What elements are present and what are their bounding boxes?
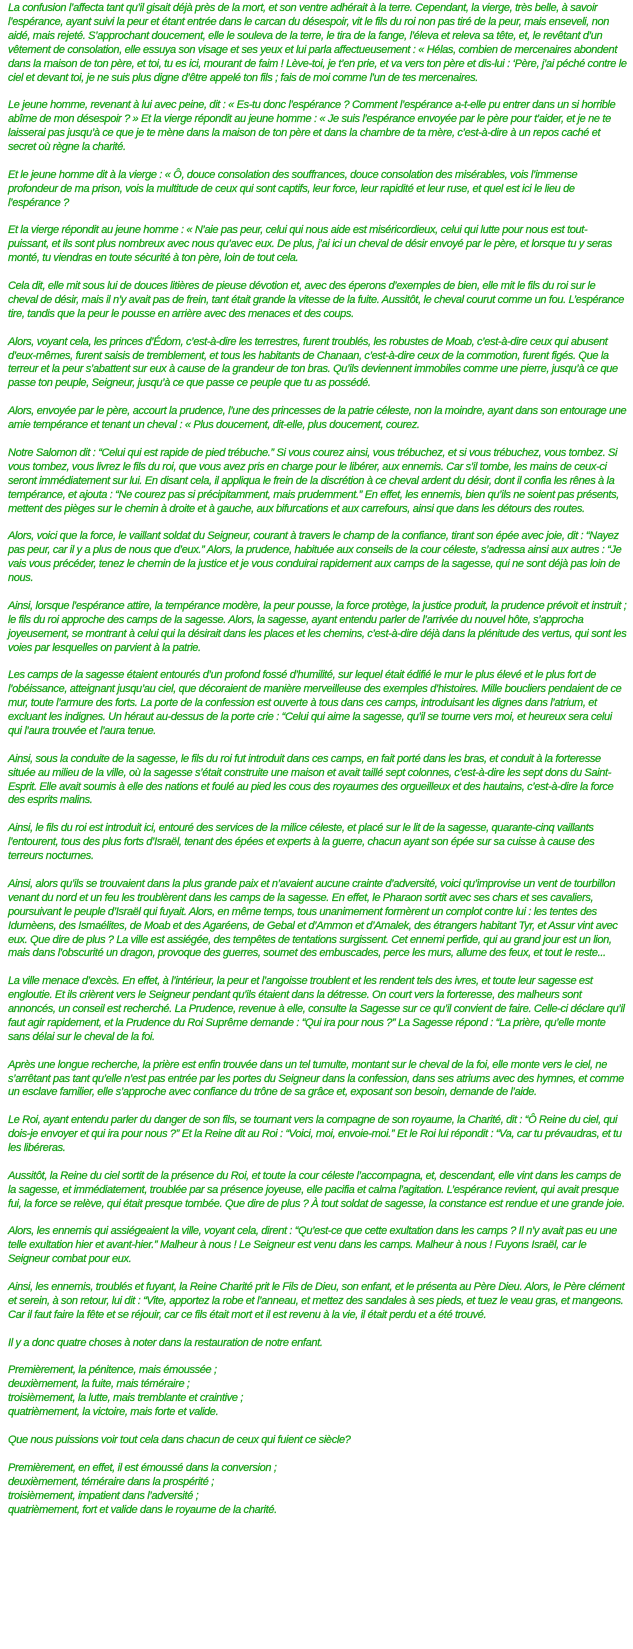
list-item: quatrièmement, fort et valide dans le royaume de la charité. — [8, 1503, 277, 1516]
list-item: deuxièmement, la fuite, mais téméraire ; — [8, 1378, 190, 1391]
paragraph: Après une longue recherche, la prière est enfin trouvée dans un tel tumulte, montant sur le cheval de la foi, elle monte vers le ciel, ne s’arrêtant pas tant qu’elle n’est pas entrée par les portes du Seigneur dans la confession, dans ses atriums avec des hymnes, et comme un esclave familier, elle s’approche avec confiance du trône de sa grâce et, exposant son besoin, demande de l’aide. — [8, 1058, 624, 1099]
list-item: Premièrement, en effet, il est émoussé dans la conversion ; — [8, 1461, 277, 1474]
paragraph: Alors, voici que la force, le vaillant soldat du Seigneur, courant à travers le champ de la confiance, tirant son épée avec joie, dit : “Nayez pas peur, car il y a plus de nous que d’eux.” Alors, la prudence, habituée aux conseils de la cour céleste, s’adressa ainsi aux autres : “Je vais vous précéder, tenez le chemin de la justice et je vous conduirai rapidement aux camps de la sagesse, qui ne sont déjà pas loin de nous. — [8, 530, 622, 585]
list-first-points — [8, 1364, 627, 1420]
paragraph: Il y a donc quatre choses à noter dans la restauration de notre enfant. — [8, 1336, 323, 1349]
list-item: quatrièmement, la victoire, mais forte et valide. — [8, 1406, 219, 1419]
paragraph: Et le jeune homme dit à la vierge : « Ô, douce consolation des souffrances, douce consolation des misérables, vois l’immense profondeur de ma prison, vois la multitude de ceux qui sont captifs, leur force, leur rapidité et leur ruse, et quel est ici le lieu de l’espérance ? — [8, 168, 578, 209]
paragraph: La ville menace d’excès. En effet, à l’intérieur, la peur et l’angoisse troublent et les rendent tels des ivres, et toute leur sagesse est engloutie. Et ils crièrent vers le Seigneur pendant qu’ils étaient dans la détresse. On court vers la forteresse, des malheurs sont annoncés, un conseil est recherché. La Prudence, revenue à elle, consulte la Sagesse sur ce qu’il convient de faire. Celle-ci déclare qu’il faut agir rapidement, et la Prudence du Roi Suprême demande : “Qui ira pour nous ?” La Sagesse répond : “La prière, qu’elle monte sans délai sur le cheval de la foi. — [8, 975, 625, 1043]
question-paragraph: Que nous puissions voir tout cela dans chacun de ceux qui fuient ce siècle? — [8, 1434, 351, 1446]
paragraph: Alors, voyant cela, les princes d’Édom, c’est-à-dire les terrestres, furent troublés, les robustes de Moab, c’est-à-dire ceux qui abusent d’eux-mêmes, furent saisis de tremblement, et tous les habitants de Chanaan, c’est-à-dire ceux de la commotion, furent figés. Que la terreur et la peur s’abattent sur eux à cause de la grandeur de ton bras. Qu’ils deviennent immobiles comme une pierre, jusqu’à ce que passe ton peuple, Seigneur, jusqu’à ce que passe ce peuple que tu as possédé. — [8, 335, 618, 390]
paragraph: Le jeune homme, revenant à lui avec peine, dit : « Es-tu donc l’espérance ? Comment l’espérance a-t-elle pu entrer dans un si horrible abîme de mon désespoir ? » Et la vierge répondit au jeune homme : « Je suis l’espérance envoyée par le père pour t’aider, et je ne te laisserai pas jusqu’à ce que je te mène dans la maison de ton père et dans la chambre de ta mère, c’est-à-dire à un repos caché et secret où règne la charité. — [8, 99, 616, 154]
list-item: Premièrement, la pénitence, mais émoussée ; — [8, 1364, 217, 1377]
paragraph: Cela dit, elle mit sous lui de douces litières de pieuse dévotion et, avec des éperons d’exemples de bien, elle mit le fils du roi sur le cheval de désir, mais il n’y avait pas de frein, tant était grande la vitesse de la fuite. Aussitôt, le cheval courut comme un fou. L’espérance tire, tandis que la peur le pousse en arrière avec des menaces et des coups. — [8, 280, 625, 320]
paragraph: Ainsi, alors qu’ils se trouvaient dans la plus grande paix et n’avaient aucune crainte d’adversité, voici qu’improvise un vent de tourbillon venant du nord et un feu les troublèrent dans les camps de la sagesse. En effet, le Pharaon sortit avec ses chars et ses cavaliers, poursuivant le peuple d’Israël qui fuyait. Alors, en même temps, tous unanimement formèrent un complot contre lui : les tentes des Idumèens, des Ismaélites, de Moab et des Agaréens, de Gebal et d’Ammon et d’Amalek, des étrangers habitant Tyr, et Assur vint avec eux. Que dire de plus ? La ville est assiégée, des tempêtes de tentations surgissent. Cet ennemi perfide, qui au grand jour est un lion, mais dans l’obscurité un dragon, provoque des guerres, soumet des embuscades, perce les murs, allume des feux, et tout le reste... — [8, 877, 618, 960]
paragraph: Le Roi, ayant entendu parler du danger de son fils, se tournant vers la compagne de son royaume, la Charité, dit : “Ô Reine du ciel, qui dois-je envoyer et qui ira pour nous ?” Et la Reine dit au Roi : “Voici, moi, envoie-moi.” Et le Roi lui répondit : “Va, car tu prévaudras, et tu les libéreras. — [8, 1114, 622, 1155]
paragraph: Alors, envoyée par le père, accourt la prudence, l’une des princesses de la patrie céleste, non la moindre, ayant dans son entourage une amie tempérance et tenant un cheval : « Plus doucement, dit-elle, plus doucement, courez. — [8, 405, 627, 432]
list-second-points — [8, 1462, 627, 1518]
paragraph: Ainsi, le fils du roi est introduit ici, entouré des services de la milice céleste, et placé sur le lit de la sagesse, quarante-cinq vaillants l’entourent, tous des plus forts d’Israël, tenant des épées et experts à la guerre, chacun ayant son épée sur sa cuisse à cause des terreurs nocturnes. — [8, 822, 595, 863]
paragraph: Notre Salomon dit : “Celui qui est rapide de pied trébuche.” Si vous courez ainsi, vous trébuchez, et si vous trébuchez, vous tombez. Si vous tombez, vous livrez le fils du roi, que vous avez pris en charge pour le libérer, aux ennemis. Car s’il tombe, les mains de ceux-ci seront immédiatement sur lui. En disant cela, il appliqua le frein de la discrétion à ce cheval ardent du désir, dont il confia les rênes à la tempérance, et ajouta : “Ne courez pas si précipitamment, mais prudemment.” En effet, les ennemis, bien qu’ils ne soient pas présents, mettent des pièges sur le chemin à droite et à gauche, aux bifurcations et aux carrefours, ainsi que dans les détours des routes. — [8, 446, 619, 515]
list-item: troisièmement, impatient dans l’adversité ; — [8, 1489, 199, 1502]
paragraph: Ainsi, lorsque l’espérance attire, la tempérance modère, la peur pousse, la force protège, la justice produit, la prudence prévoit et instruit ; le fils du roi approche des camps de la sagesse. Alors, la sagesse, ayant entendu parler de l’arrivée du nouvel hôte, s’approcha joyeusement, se montrant à celui qui la désirait dans les places et les chemins, c’est-à-dire déjà dans la plénitude des vertus, qui sont les voies par lesquelles on parvient à la patrie. — [8, 599, 627, 654]
list-item: troisièmement, la lutte, mais tremblante et craintive ; — [8, 1392, 244, 1405]
paragraph: Ainsi, sous la conduite de la sagesse, le fils du roi fut introduit dans ces camps, en fait porté dans les bras, et conduit à la forteresse située au milieu de la ville, où la sagesse s’était construite une maison et avait taillé sept colonnes, c’est-à-dire les sept dons du Saint-Esprit. Elle avait soumis à elle des nations et foulé au pied les cous des royaumes des orgueilleux et des hautains, c’est-à-dire la force des esprits malins. — [8, 752, 614, 807]
paragraph: Et la vierge répondit au jeune homme : « N’aie pas peur, celui qui nous aide est miséricordieux, celui qui lutte pour nous est tout-puissant, et ils sont plus nombreux avec nous qu’avec eux. De plus, j’ai ici un cheval de désir envoyé par le père, et lorsque tu y seras monté, tu viendras en toute sécurité à ton père, loin de tout cela. — [8, 224, 612, 265]
paragraph: Ainsi, les ennemis, troublés et fuyant, la Reine Charité prit le Fils de Dieu, son enfant, et le présenta au Père Dieu. Alors, le Père clément et serein, à son retour, lui dit : “Vite, apportez la robe et l’anneau, et mettez des sandales à ses pieds, et tuez le veau gras, et mangeons. Car il faut faire la fête et se réjouir, car ce fils était mort et il est revenu à la vie, il était perdu et a été trouvé. — [8, 1281, 625, 1321]
paragraph: La confusion l’affecta tant qu’il gisait déjà près de la mort, et son ventre adhérait à la terre. Cependant, la vierge, très belle, à savoir l’espérance, ayant suivi la peur et étant entrée dans le carcan du désespoir, vit le fils du roi non pas tiré de la peur, mais enseveli, non aidé, mais rejeté. S’approchant doucement, elle le souleva de la terre, le tira de la fange, l’éleva et releva sa tête, et, le revêtant d’un vêtement de consolation, elle essuya son visage et ses yeux et lui parla affectueusement : « Hélas, combien de mercenaires abondent dans la maison de ton père, et toi, tu es ici, mourant de faim ! Lève-toi, je t’en prie, et va vers ton père et dis-lui : ‘Père, j’ai péché contre le ciel et devant toi, je ne suis plus digne d’être appelé ton fils ; fais de moi comme l’un de tes mercenaires. — [8, 2, 627, 84]
paragraph: Aussitôt, la Reine du ciel sortit de la présence du Roi, et toute la cour céleste l’accompagna, et, descendant, elle vint dans les camps de la sagesse, et immédiatement, troublée par sa présence joyeuse, elle pacifia et calma l’agitation. L’espérance revient, qui avait presque fui, la force se relève, qui était presque tombée. Que dire de plus ? À tout soldat de sagesse, la constance est rendue et une grande joie. — [8, 1169, 625, 1210]
paragraph: Alors, les ennemis qui assiégeaient la ville, voyant cela, dirent : “Qu’est-ce que cette exultation dans les camps ? Il n’y avait pas eu une telle exultation hier et avant-hier.” Malheur à nous ! Le Seigneur est venu dans les camps. Malheur à nous ! Fuyons Israël, car le Seigneur combat pour eux. — [8, 1225, 617, 1266]
paragraph: Les camps de la sagesse étaient entourés d’un profond fossé d’humilité, sur lequel était édifié le mur le plus élevé et le plus fort de l’obéissance, atteignant jusqu’au ciel, que décoraient de manière merveilleuse des exemples d’histoires. Mille boucliers pendaient de ce mur, toute l’armure des forts. La porte de la confession est ouverte à tous dans ces camps, introduisant les dignes dans l’atrium, et excluant les indignes. Un héraut au-dessus de la porte crie : “Celui qui aime la sagesse, qu’il se tourne vers moi, et heureux sera celui qui l’aura trouvée et l’aura tenue. — [8, 669, 622, 737]
list-item: deuxièmement, téméraire dans la prospérité ; — [8, 1475, 214, 1488]
